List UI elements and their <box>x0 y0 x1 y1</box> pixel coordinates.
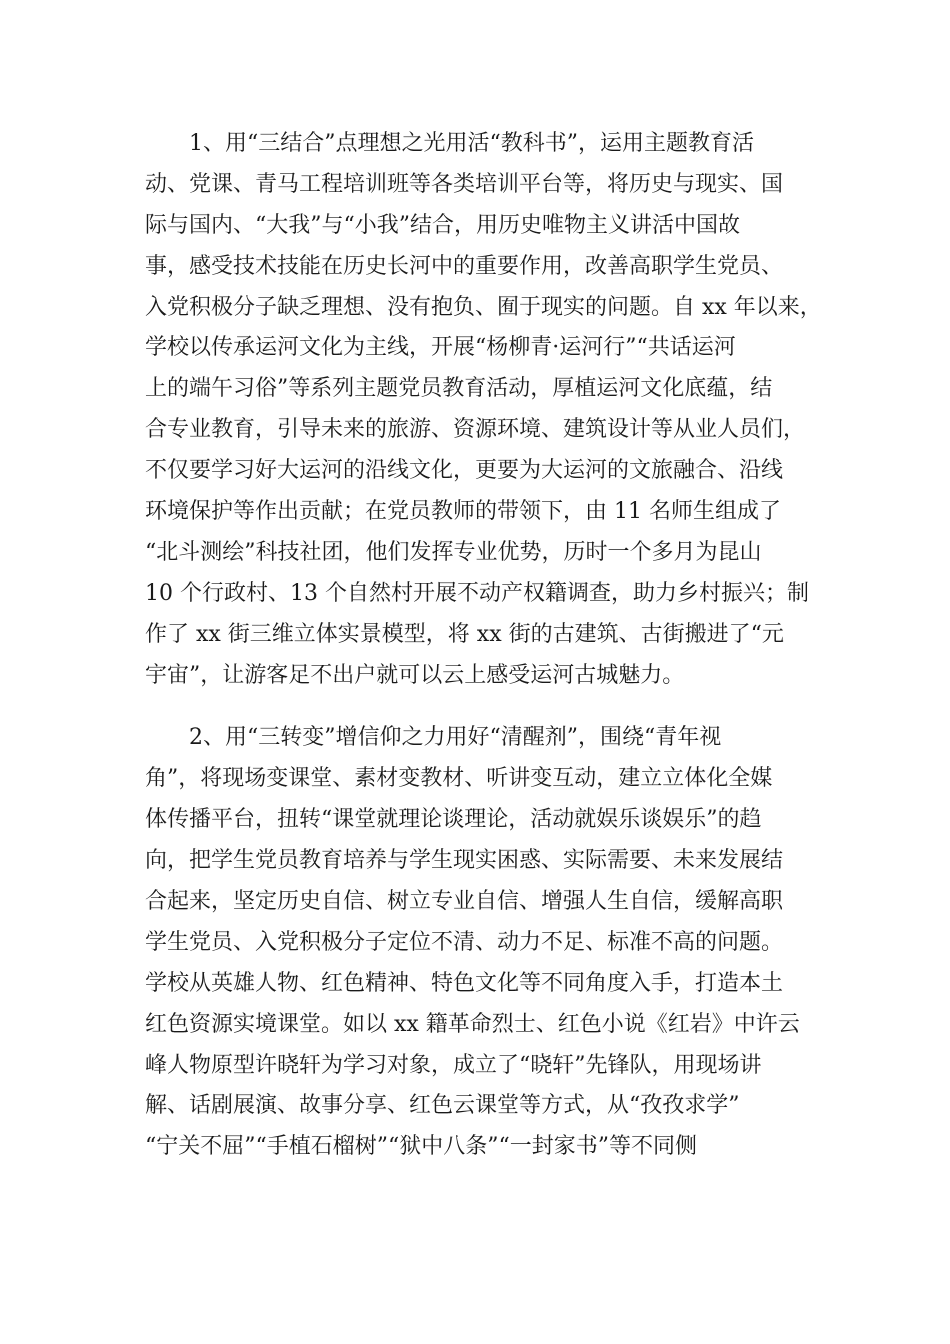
paragraph-line: “宁关不屈”“手植石榴树”“狱中八条”“一封家书”等不同侧 <box>145 1134 697 1160</box>
paragraph-line: 2、用“三转变”增信仰之力用好“清醒剂”，围绕“青年视 <box>189 725 722 751</box>
paragraph-line: 上的端午习俗”等系列主题党员教育活动，厚植运河文化底蕴，结 <box>145 376 773 402</box>
paragraph-line: 宇宙”，让游客足不出户就可以云上感受运河古城魅力。 <box>145 662 685 688</box>
paragraph-line: “北斗测绘”科技社团，他们发挥专业优势，历时一个多月为昆山 <box>145 539 762 565</box>
paragraph-line: 环境保护等作出贡献；在党员教师的带领下，由 11 名师生组成了 <box>145 499 781 525</box>
paragraph-line: 红色资源实境课堂。如以 xx 籍革命烈士、红色小说《红岩》中许云 <box>145 1011 800 1037</box>
paragraph-line: 1、用“三结合”点理想之光用活“教科书”，运用主题教育活 <box>189 131 754 156</box>
document-body <box>145 124 822 1168</box>
paragraph-line: 合起来，坚定历史自信、树立专业自信、增强人生自信，缓解高职 <box>145 889 784 915</box>
paragraph-line: 10 个行政村、13 个自然村开展不动产权籍调查，助力乡村振兴；制 <box>145 580 809 606</box>
paragraph-line: 学校从英雄人物、红色精神、特色文化等不同角度入手，打造本土 <box>145 970 784 996</box>
paragraph-line: 学生党员、入党积极分子定位不清、动力不足、标准不高的问题。 <box>145 929 784 955</box>
paragraph-line: 向，把学生党员教育培养与学生现实困惑、实际需要、未来发展结 <box>145 848 784 874</box>
paragraph-line: 体传播平台，扭转“课堂就理论谈理论，活动就娱乐谈娱乐”的趋 <box>145 807 762 833</box>
paragraph-2 <box>145 718 805 1168</box>
paragraph-line: 合专业教育，引导未来的旅游、资源环境、建筑设计等从业人员们， <box>145 417 806 443</box>
paragraph-line: 峰人物原型许晓轩为学习对象，成立了“晓轩”先锋队，用现场讲 <box>145 1052 762 1078</box>
paragraph-line: 事，感受技术技能在历史长河中的重要作用，改善高职学生党员、 <box>145 253 784 279</box>
paragraph-line: 解、话剧展演、故事分享、红色云课堂等方式，从“孜孜求学” <box>145 1093 740 1119</box>
paragraph-line: 动、党课、青马工程培训班等各类培训平台等，将历史与现实、国 <box>145 171 784 197</box>
paragraph-line: 角”，将现场变课堂、素材变教材、听讲变互动，建立立体化全媒 <box>145 766 773 792</box>
paragraph-line: 作了 xx 街三维立体实景模型，将 xx 街的古建筑、古街搬进了“元 <box>145 621 784 647</box>
paragraph-line: 入党积极分子缺乏理想、没有抱负、囿于现实的问题。自 xx 年以来， <box>145 294 822 320</box>
paragraph-1 <box>145 124 822 696</box>
paragraph-line: 际与国内、“大我”与“小我”结合，用历史唯物主义讲活中国故 <box>145 212 740 238</box>
paragraph-line: 学校以传承运河文化为主线，开展“杨柳青·运河行”“共话运河 <box>145 335 736 361</box>
paragraph-spacer <box>145 696 805 718</box>
paragraph-line: 不仅要学习好大运河的沿线文化，更要为大运河的文旅融合、沿线 <box>145 458 784 484</box>
